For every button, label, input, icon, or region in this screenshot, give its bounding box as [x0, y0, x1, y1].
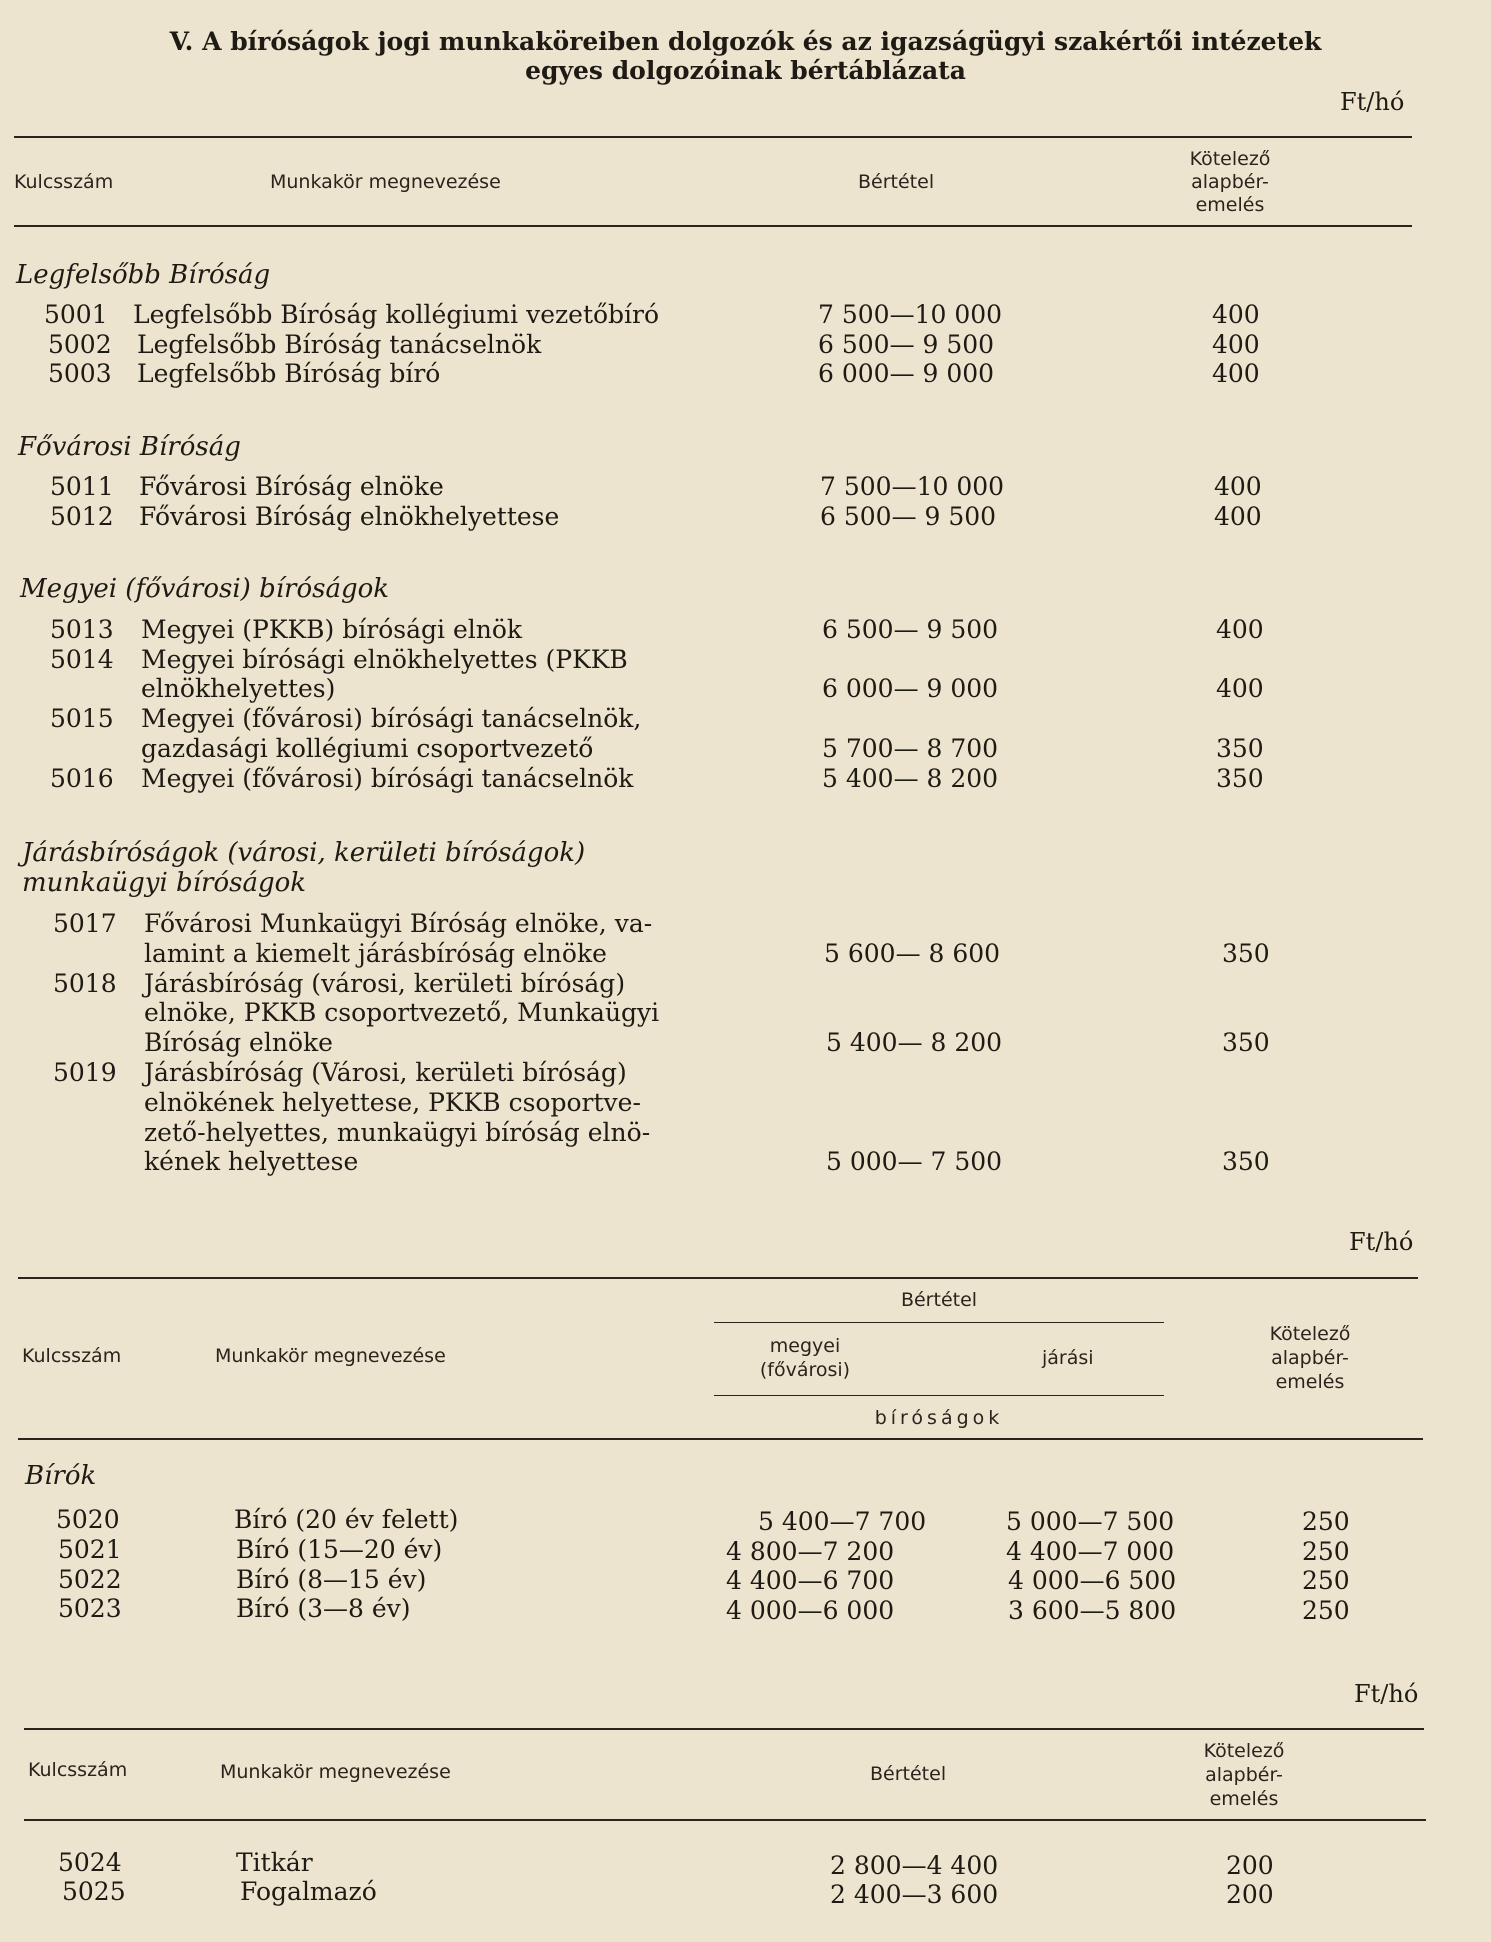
row-wage: 6 500— 9 500 [818, 330, 995, 359]
table2-header-county-2: (fővárosi) [759, 1359, 851, 1381]
row-name: elnökhelyettes) [141, 674, 336, 703]
row-raise: 400 [1212, 359, 1260, 388]
row-code: 5013 [50, 615, 114, 644]
row-wage: 5 400— 8 200 [826, 1028, 1003, 1057]
row-code: 5012 [50, 502, 114, 531]
row-name: Bíró (15—20 év) [236, 1535, 443, 1564]
row-wage: 6 500— 9 500 [820, 502, 997, 531]
row-county: 4 400—6 700 [726, 1566, 895, 1595]
row-code: 5020 [56, 1505, 120, 1534]
row-name: kének helyettese [144, 1147, 359, 1176]
table2-header-raise-2: alapbér- [1271, 1347, 1349, 1369]
row-raise: 250 [1302, 1596, 1350, 1625]
row-raise: 250 [1302, 1507, 1350, 1536]
row-district: 3 600—5 800 [1008, 1596, 1177, 1625]
row-raise: 200 [1226, 1851, 1274, 1880]
row-name: Járásbíróság (Városi, kerületi bíróság) [144, 1058, 627, 1087]
row-raise: 350 [1222, 1147, 1270, 1176]
row-name: Fővárosi Bíróság elnöke [139, 472, 444, 501]
row-raise: 250 [1302, 1566, 1350, 1595]
row-name: Legfelsőbb Bíróság bíró [137, 359, 441, 388]
row-wage: 6 000— 9 000 [818, 359, 995, 388]
table3-header-raise-2: alapbér- [1205, 1764, 1283, 1786]
row-raise: 400 [1212, 330, 1260, 359]
table2-header-district: járási [1042, 1347, 1094, 1369]
table3-unit: Ft/hó [1354, 1680, 1419, 1708]
row-raise: 400 [1214, 502, 1262, 531]
row-name: Legfelsőbb Bíróság tanácselnök [137, 330, 542, 359]
row-county: 5 400—7 700 [758, 1507, 927, 1536]
table1-unit: Ft/hó [1340, 88, 1405, 116]
row-wage: 2 800—4 400 [830, 1851, 999, 1880]
table2-header-raise-1: Kötelező [1269, 1323, 1351, 1345]
row-name: Fővárosi Munkaügyi Bíróság elnöke, va- [144, 909, 653, 938]
page-title-line-1: V. A bíróságok jogi munkaköreiben dolgozók és az igazságügyi szakértői intézetek [169, 27, 1322, 56]
row-raise: 350 [1216, 734, 1264, 763]
row-code: 5003 [48, 359, 112, 388]
row-county: 4 000—6 000 [726, 1596, 895, 1625]
row-code: 5019 [53, 1058, 117, 1087]
row-name: Fővárosi Bíróság elnökhelyettese [139, 502, 560, 531]
table1-header-raise-3: emelés [1195, 194, 1265, 216]
section-title: Bírók [25, 1461, 97, 1491]
table2-header-rule [18, 1438, 1423, 1440]
table3-header-rule [24, 1819, 1426, 1821]
section-title: Legfelsőbb Bíróság [16, 260, 271, 290]
row-name: Megyei bírósági elnökhelyettes (PKKB [141, 645, 628, 674]
table3-header-code: Kulcsszám [28, 1759, 128, 1781]
row-code: 5016 [50, 764, 114, 793]
row-code: 5014 [50, 645, 114, 674]
page-title-line-2: egyes dolgozóinak bértáblázata [525, 56, 966, 85]
table1-header-wage: Bértétel [858, 171, 935, 193]
row-raise: 400 [1216, 674, 1264, 703]
row-name: Megyei (fővárosi) bírósági tanácselnök [141, 764, 634, 793]
row-name: Megyei (PKKB) bírósági elnök [141, 615, 523, 644]
row-code: 5011 [50, 472, 114, 501]
table3-header-raise-3: emelés [1209, 1788, 1279, 1810]
row-wage: 7 500—10 000 [820, 472, 1005, 501]
table2-top-rule [18, 1277, 1418, 1279]
table2-unit: Ft/hó [1349, 1228, 1414, 1256]
table2-header-wage: Bértétel [900, 1289, 978, 1311]
table3-top-rule [24, 1728, 1424, 1730]
row-raise: 350 [1216, 764, 1264, 793]
row-code: 5021 [58, 1535, 122, 1564]
row-code: 5022 [58, 1565, 122, 1594]
row-code: 5017 [53, 909, 117, 938]
row-name: Bíró (8—15 év) [236, 1565, 427, 1594]
row-raise: 400 [1216, 615, 1264, 644]
row-district: 4 000—6 500 [1008, 1566, 1177, 1595]
row-name: Járásbíróság (városi, kerületi bíróság) [144, 969, 626, 998]
table2-header-courts: bíróságok [874, 1407, 1004, 1429]
row-name: Legfelsőbb Bíróság kollégiumi vezetőbíró [133, 300, 660, 329]
table1-header-rule [14, 225, 1412, 227]
row-name: Fogalmazó [240, 1877, 377, 1906]
table2-wage-rule [714, 1322, 1164, 1323]
row-name: Bíró (20 év felett) [234, 1505, 459, 1534]
table2-header-code: Kulcsszám [22, 1345, 122, 1367]
row-wage: 7 500—10 000 [818, 300, 1003, 329]
row-code: 5018 [53, 969, 117, 998]
row-county: 4 800—7 200 [726, 1537, 895, 1566]
table3-header-wage: Bértétel [870, 1763, 947, 1785]
row-wage: 2 400—3 600 [830, 1880, 999, 1909]
row-name: Megyei (fővárosi) bírósági tanácselnök, [141, 704, 642, 733]
row-raise: 350 [1222, 939, 1270, 968]
row-code: 5025 [62, 1877, 126, 1906]
table2-header-county-1: megyei [769, 1335, 841, 1357]
row-raise: 400 [1214, 472, 1262, 501]
row-name: Bíró (3—8 év) [236, 1594, 411, 1623]
row-name: lamint a kiemelt járásbíróság elnöke [144, 939, 607, 968]
row-district: 4 400—7 000 [1006, 1537, 1175, 1566]
row-name: Bíróság elnöke [144, 1028, 333, 1057]
table1-header-name: Munkakör megnevezése [270, 171, 501, 193]
row-raise: 400 [1212, 300, 1260, 329]
row-raise: 350 [1222, 1028, 1270, 1057]
section-title: munkaügyi bíróságok [22, 868, 306, 898]
row-name: elnökének helyettese, PKKB csoportve- [144, 1088, 641, 1117]
row-name: zető-helyettes, munkaügyi bíróság elnö- [144, 1118, 651, 1147]
table3-header-name: Munkakör megnevezése [220, 1761, 451, 1783]
row-raise: 200 [1226, 1880, 1274, 1909]
table1-header-raise-2: alapbér- [1191, 171, 1269, 193]
row-code: 5002 [48, 330, 112, 359]
row-wage: 5 400— 8 200 [822, 764, 999, 793]
row-name: gazdasági kollégiumi csoportvezető [141, 734, 594, 763]
table1-top-rule [14, 136, 1412, 138]
table1-header-raise-1: Kötelező [1189, 148, 1271, 170]
row-district: 5 000—7 500 [1006, 1507, 1175, 1536]
table2-header-raise-3: emelés [1275, 1371, 1345, 1393]
section-title: Járásbíróságok (városi, kerületi bíróságok) [22, 838, 586, 868]
table3-header-raise-1: Kötelező [1203, 1740, 1285, 1762]
row-name: Titkár [236, 1848, 313, 1877]
row-wage: 5 700— 8 700 [822, 734, 999, 763]
section-title: Fővárosi Bíróság [18, 432, 241, 462]
row-wage: 5 600— 8 600 [824, 939, 1001, 968]
row-wage: 6 000— 9 000 [822, 674, 999, 703]
row-wage: 6 500— 9 500 [822, 615, 999, 644]
row-name: elnöke, PKKB csoportvezető, Munkaügyi [144, 998, 660, 1027]
row-code: 5024 [58, 1848, 122, 1877]
row-code: 5001 [44, 300, 108, 329]
table2-courts-rule [714, 1395, 1164, 1396]
table1-header-code: Kulcsszám [14, 171, 114, 193]
row-code: 5023 [58, 1594, 122, 1623]
row-raise: 250 [1302, 1537, 1350, 1566]
row-wage: 5 000— 7 500 [826, 1147, 1003, 1176]
table2-header-name: Munkakör megnevezése [215, 1345, 446, 1367]
row-code: 5015 [50, 704, 114, 733]
section-title: Megyei (fővárosi) bíróságok [20, 574, 390, 604]
